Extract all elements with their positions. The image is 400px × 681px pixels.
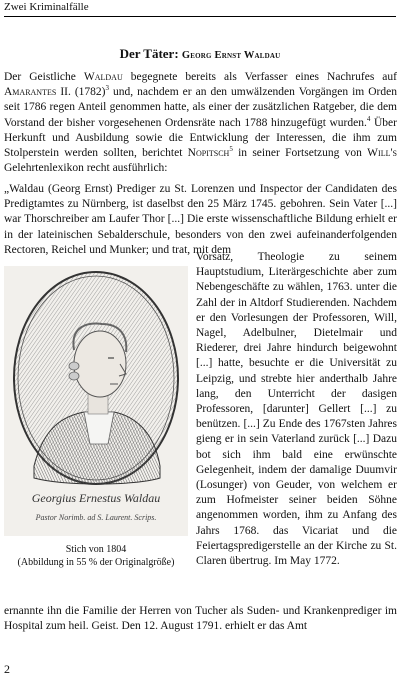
portrait-figure [4,266,188,568]
inscription-line-1: Georgius Ernestus Waldau [31,491,161,505]
quote-bottom-lines: ernannte ihn die Familie der Herren von Tucher als Suden- und Krankenprediger im Hospital zum heil. Geist. Den 12. August 1791. erhielt er das Amt [4,605,397,633]
page-number: 2 [4,662,10,676]
quote-paragraph: „Waldau (Georg Ernst) Prediger zu St. Lorenzen und Inspector der Candidaten des Predigtamtes zu Nürnberg, ist daselbst den 25 März 1745. gebohren. Sein Vater [...] war Thorschreiber am Laufer Thor [...] Die erste wissenschaftliche Bildung erhielt er in der lateinischen Sebalderschule, besonders von den zwei aufeinanderfolgenden Rectoren, Reichel und Munker; und trat, mit dem [4,183,397,256]
name-waldau: Waldau [83,71,123,83]
footnote-ref-5: 5 [229,145,233,154]
running-head: Zwei Kriminalfälle [4,0,396,17]
name-amarantes: Amarantes [4,86,57,99]
footnote-ref-3: 3 [105,84,110,93]
inscription-line-2: Pastor Norimb. ad S. Laurent. Scrips. [35,513,157,522]
intro-paragraph [4,70,397,176]
para1-text-4: und, nachdem er an den umwälzenden Vorgängen im Orden seit 1786 regen Anteil genommen hatte, als einer der zusätzlichen Ratgeber, die dem Vorstand der bisher vorgesehenen Ordensräte nach 1788 hinzugefügt wurden. [4,86,397,129]
portrait-engraving [4,266,188,536]
para1-text-2: begegnete bereits als Verfasser eines Nachrufes auf [122,71,397,83]
figure-caption [4,543,188,569]
name-will: Will's [367,147,397,160]
caption-line-2: (Abbildung in 55 % der Originalgröße) [17,557,175,568]
para1-text-3: II. (1782) [56,86,106,99]
title-prefix: Der Täter: [119,46,182,61]
para1-text-5: Über Herkunft und Ausbildung sowie die Entwicklung der Interessen, die ihm zum Stolperstein werden sollten, berichtet [4,116,397,160]
name-nopitsch: Nopitsch [187,147,230,160]
footnote-ref-4: 4 [366,114,371,123]
section-title [0,46,400,64]
para1-text-6: in seiner Fortsetzung von [232,147,368,160]
caption-line-1: Stich von 1804 [65,544,127,555]
quote-continuation: Vorsatz, Theologie zu seinem Hauptstudium, Literärgeschichte aber zum Nebengeschäfte zu wählen, 1763. unter die Zahl der in Altdorf Studierenden. Nachdem er den Vorlesungen der Professoren, Will, Nagel, Adelbulner, Dietelmair und Riederer, drei Jahre hindurch beigewohnt [...] hatte, besuchte er die Universität zu Leipzig, und strebte hier anderthalb Jahre lang, den Unterricht der dasigen Professoren, [darunter] Gellert [...] zu benützen. [...] Zu Ende des 1767sten Jahres gieng er in sein Vaterland zurück [...] Dazu bot sich ihm bald eine erwünschte Gelegenheit, indem der damalige Duumvir (Losunger) von Geuder, von welchem er zum Hofmeister seiner beiden Söhne angenommen worden, ihm zu Anfang des Jahrs 1768. das Vicariat und die Feiertagspredigerstelle an der Kirche zu St. Claren übertrug. Im May 1772. [196,251,397,568]
title-name: Georg Ernst Waldau [181,50,281,61]
para1-text-1: Der Geistliche [4,71,84,83]
para1-text-7: Gelehrtenlexikon recht ausführlich: [4,162,168,175]
